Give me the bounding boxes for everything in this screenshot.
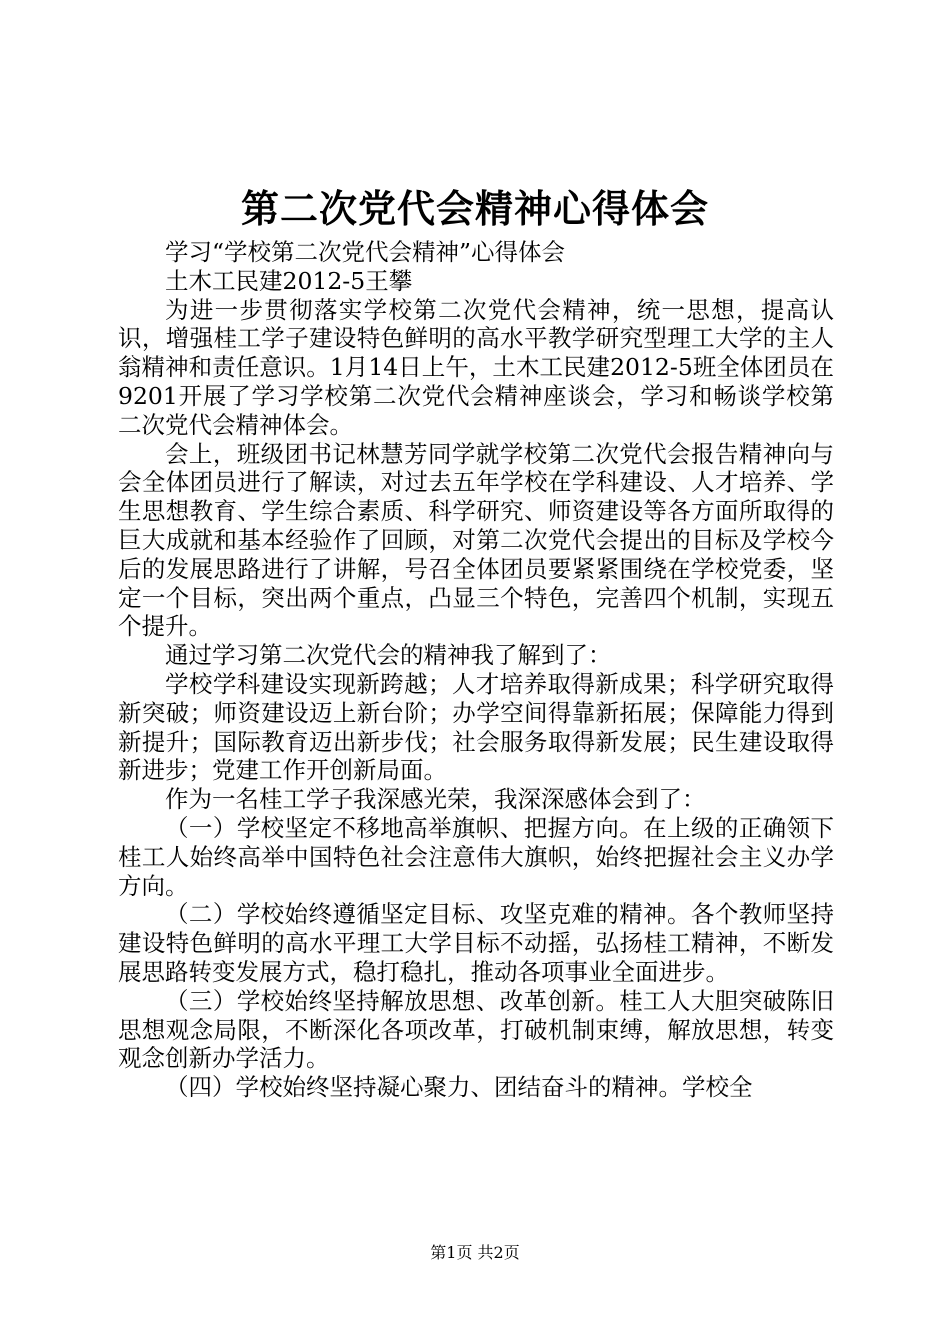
author-line: 土木工民建2012-5王攀 [165, 266, 413, 295]
document-title: 第二次党代会精神心得体会 [240, 186, 709, 231]
list-paragraph: （二）学校始终遵循坚定目标、攻坚克难的精神。各个教师坚持建设特色鲜明的高水平理工大学目标不动摇，弘扬桂工精神，不断发展思路转变发展方式，稳打稳扎，推动各项事业全面进步。 [118, 900, 834, 986]
subtitle-paragraph: 学习“学校第二次党代会精神”心得体会 [165, 238, 566, 266]
list-paragraph: （四）学校始终坚持凝心聚力、团结奋斗的精神。学校全 [165, 1073, 753, 1102]
list-paragraph: （三）学校始终坚持解放思想、改革创新。桂工人大胆突破陈旧思想观念局限，不断深化各项改革，打破机制束缚，解放思想，转变观念创新办学活力。 [118, 986, 834, 1073]
body-paragraph: 学校学科建设实现新跨越；人才培养取得新成果；科学研究取得新突破；师资建设迈上新台阶；办学空间得靠新拓展；保障能力得到新提升；国际教育迈出新步伐；社会服务取得新发展；民生建设取得新进步；党建工作开创新局面。 [118, 669, 834, 785]
body-paragraph: 作为一名桂工学子我深感光荣，我深深感体会到了： [165, 785, 706, 814]
list-paragraph: （一）学校坚定不移地高举旗帜、把握方向。在上级的正确领下桂工人始终高举中国特色社会注意伟大旗帜，始终把握社会主义办学方向。 [118, 813, 834, 900]
document-body [118, 238, 834, 1102]
body-paragraph: 为进一步贯彻落实学校第二次党代会精神，统一思想，提高认识，增强桂工学子建设特色鲜明的高水平教学研究型理工大学的主人翁精神和责任意识。1月14日上午，土木工民建2012-5班全体团员在9201开展了学习学校第二次党代会精神座谈会，学习和畅谈学校第二次党代会精神体会。 [118, 295, 834, 439]
body-paragraph: 通过学习第二次党代会的精神我了解到了： [165, 641, 612, 670]
page-footer: 第1页 共2页 [430, 1243, 520, 1262]
body-paragraph: 会上，班级团书记林慧芳同学就学校第二次党代会报告精神向与会全体团员进行了解读，对过去五年学校在学科建设、人才培养、学生思想教育、学生综合素质、科学研究、师资建设等各方面所取得的巨大成就和基本经验作了回顾，对第二次党代会提出的目标及学校今后的发展思路进行了讲解，号召全体团员要紧紧围绕在学校党委，坚定一个目标，突出两个重点，凸显三个特色，完善四个机制，实现五个提升。 [118, 439, 834, 641]
